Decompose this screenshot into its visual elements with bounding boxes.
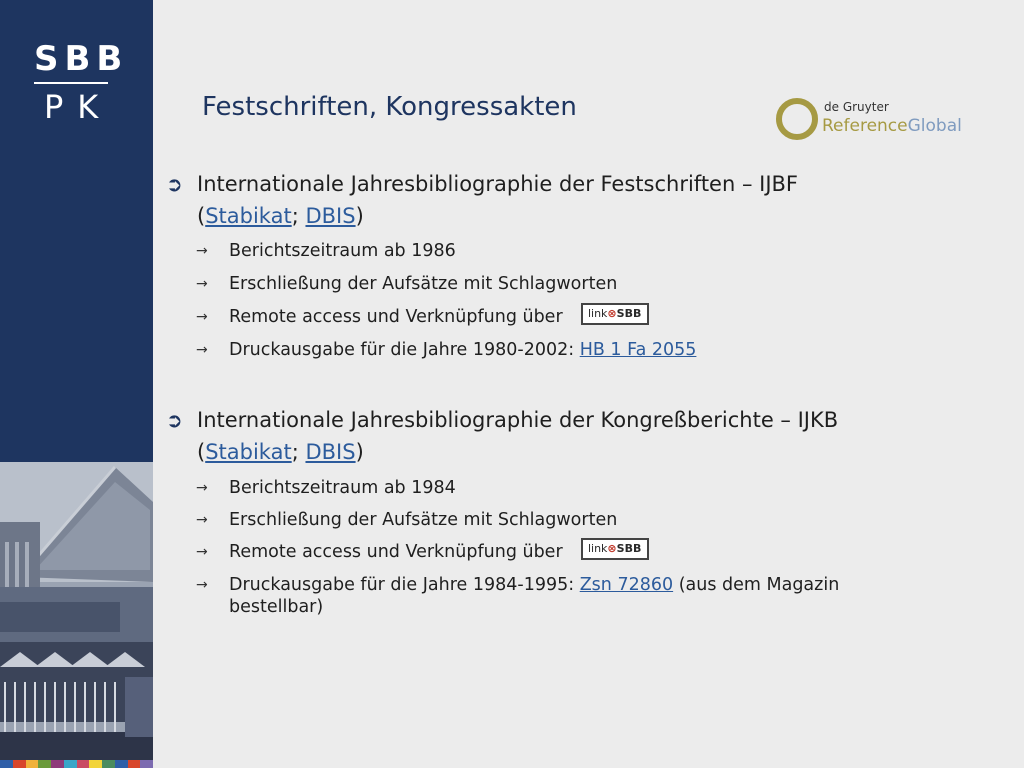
arrow-right-icon: → <box>196 512 208 528</box>
dbis-link[interactable]: DBIS <box>305 204 356 228</box>
arrow-right-icon: → <box>196 577 208 593</box>
arrow-right-icon: → <box>196 243 208 259</box>
linksbb-button[interactable] <box>581 538 649 560</box>
call-number-link[interactable]: Zsn 72860 <box>579 575 674 595</box>
paren-close: ) <box>355 204 364 228</box>
global-text: Global <box>907 116 962 136</box>
page-title: Festschriften, Kongressakten <box>202 92 577 122</box>
remote-access-text: Remote access und Verknüpfung über <box>229 542 563 562</box>
list-item-text <box>229 574 939 618</box>
degruyter-logo <box>776 96 966 146</box>
separator: ; <box>291 440 306 464</box>
list-item-text: Berichtszeitraum ab 1984 <box>229 478 456 498</box>
sbb-pk-logo <box>34 39 129 126</box>
separator: ; <box>291 204 306 228</box>
paren-open: ( <box>197 204 206 228</box>
section-links <box>197 436 927 468</box>
linksbb-link-text: link <box>587 542 608 555</box>
arrow-right-icon: → <box>196 309 208 325</box>
section-links <box>197 200 927 232</box>
linksbb-sbb-text: SBB <box>616 307 642 320</box>
dbis-link[interactable]: DBIS <box>305 440 356 464</box>
stabikat-link[interactable]: Stabikat <box>205 440 292 464</box>
section-heading <box>197 404 927 468</box>
paren-open: ( <box>197 440 206 464</box>
logo-top-text: SBB <box>34 39 129 79</box>
degruyter-name: de Gruyter <box>824 100 889 114</box>
logo-bottom-text: PK <box>44 88 113 126</box>
arrow-right-icon: → <box>196 342 208 358</box>
arrow-right-icon: → <box>196 276 208 292</box>
reference-global-wordmark <box>822 116 962 136</box>
linksbb-swirl-icon: ⊗ <box>607 542 617 555</box>
linksbb-button[interactable] <box>581 303 649 325</box>
magazine-note-continued: bestellbar) <box>229 597 324 617</box>
print-edition-text: Druckausgabe für die Jahre 1980-2002: <box>229 340 580 360</box>
print-edition-text: Druckausgabe für die Jahre 1984-1995: <box>229 575 580 595</box>
list-item-text: Erschließung der Aufsätze mit Schlagworten <box>229 510 618 530</box>
list-item-text <box>229 541 939 563</box>
magazine-note: (aus dem Magazin <box>673 575 840 595</box>
building-photo <box>0 462 153 768</box>
list-item-text <box>229 339 939 361</box>
list-item-text <box>229 306 939 328</box>
section-title: Internationale Jahresbibliographie der Kongreßberichte – IJKB <box>197 408 839 432</box>
arrow-right-icon: → <box>196 544 208 560</box>
degruyter-ring-icon <box>776 98 818 140</box>
sidebar <box>0 0 153 768</box>
logo-divider <box>34 82 108 84</box>
paren-close: ) <box>355 440 364 464</box>
section-heading <box>197 168 927 232</box>
list-item-text: Erschließung der Aufsätze mit Schlagworten <box>229 274 618 294</box>
circled-arrow-icon: ➲ <box>166 408 183 432</box>
circled-arrow-icon: ➲ <box>166 172 183 196</box>
remote-access-text: Remote access und Verknüpfung über <box>229 307 563 327</box>
stabikat-link[interactable]: Stabikat <box>205 204 292 228</box>
linksbb-link-text: link <box>587 307 608 320</box>
linksbb-swirl-icon: ⊗ <box>607 307 617 320</box>
arrow-right-icon: → <box>196 480 208 496</box>
list-item-text: Berichtszeitraum ab 1986 <box>229 241 456 261</box>
color-strip <box>0 760 153 768</box>
section-title: Internationale Jahresbibliographie der Festschriften – IJBF <box>197 172 799 196</box>
reference-text: Reference <box>822 116 908 136</box>
call-number-link[interactable]: HB 1 Fa 2055 <box>579 340 697 360</box>
linksbb-sbb-text: SBB <box>616 542 642 555</box>
